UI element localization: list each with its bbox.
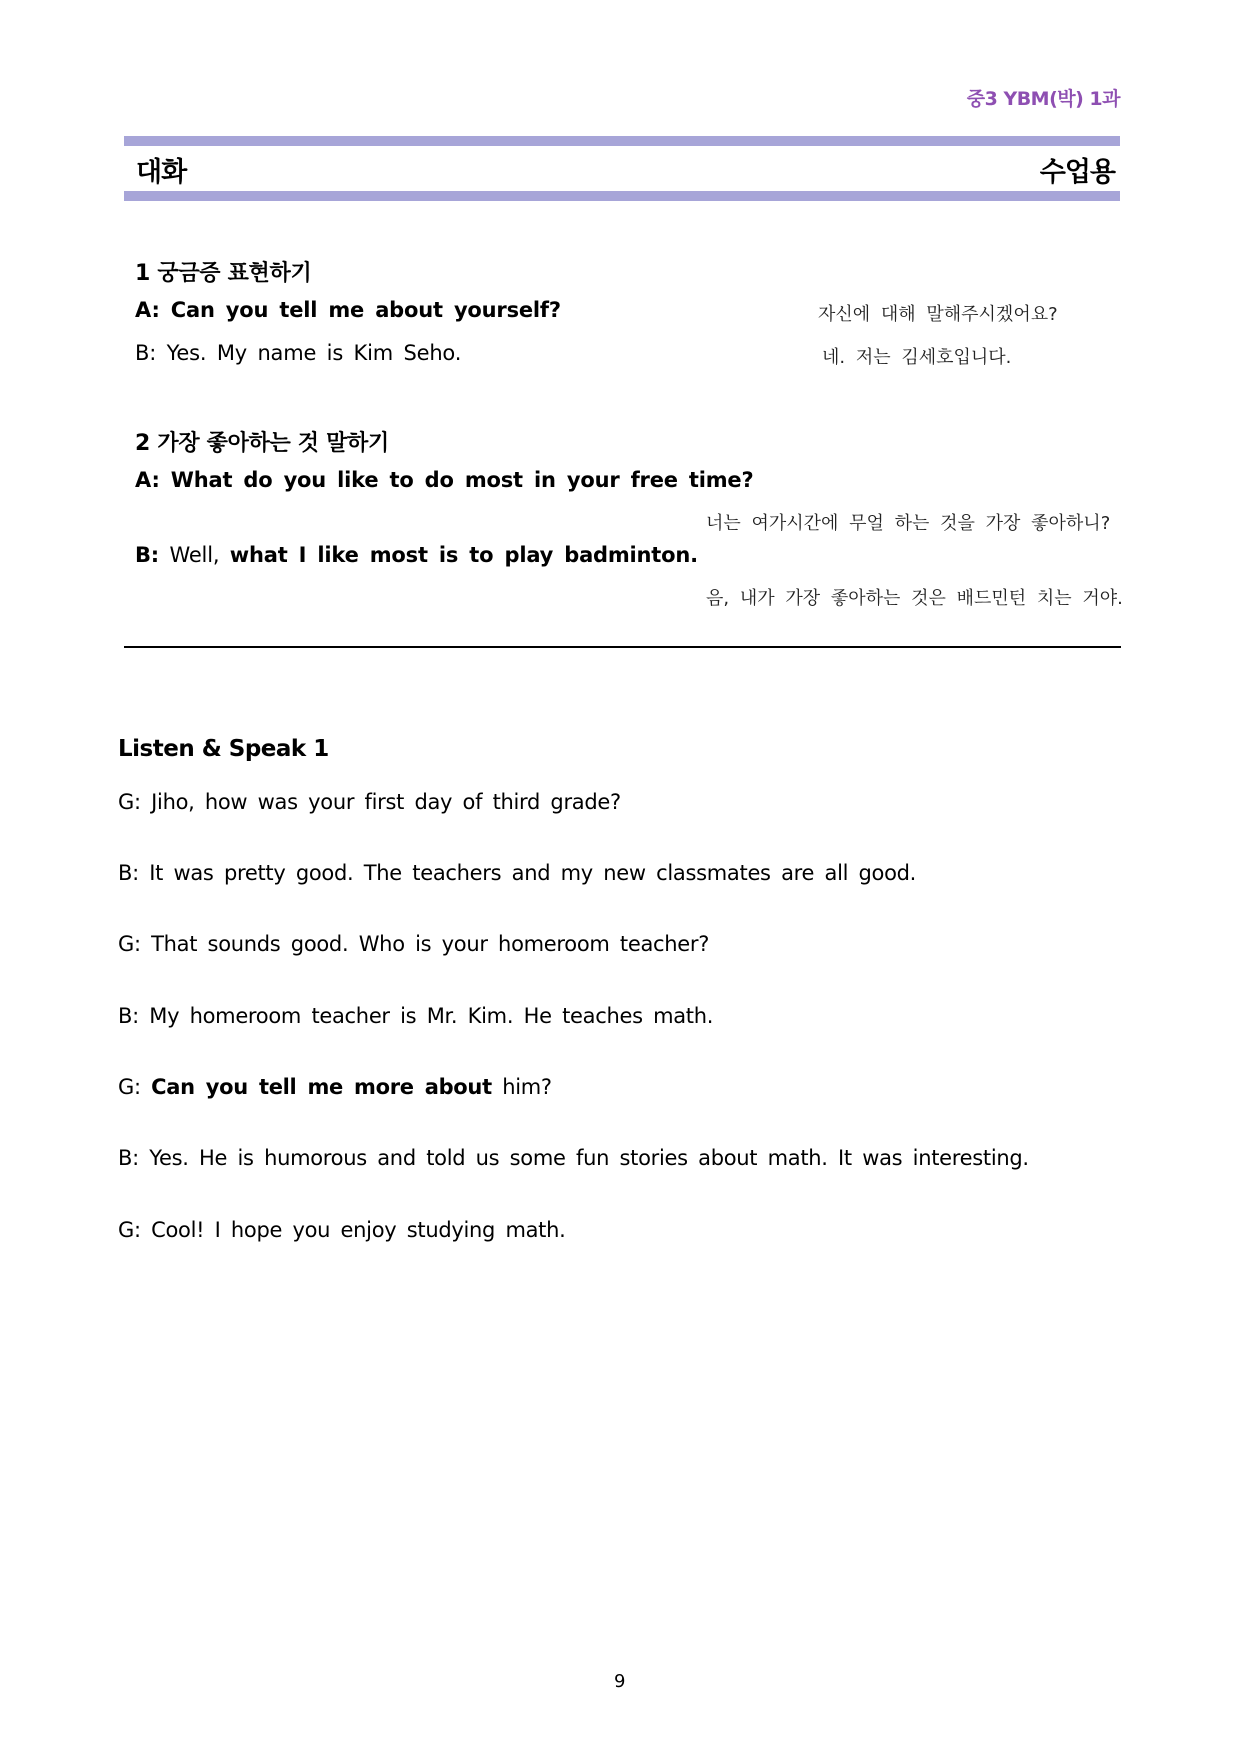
dialogue-line	[118, 1004, 713, 1028]
expression-1-line-b	[135, 341, 461, 365]
lesson-tag: 중3 YBM(박) 1과	[966, 88, 1120, 110]
speaker-label: G:	[118, 790, 141, 814]
section-divider	[124, 646, 1121, 648]
line-text: Can you tell me about yourself?	[170, 298, 561, 322]
line-text: Yes. My name is Kim Seho.	[166, 341, 462, 365]
speaker-label: B:	[118, 861, 139, 885]
speaker-label: B:	[135, 341, 157, 365]
expression-2-line-a	[135, 468, 753, 492]
expression-2-translation-b: 음, 내가 가장 좋아하는 것은 배드민턴 치는 거야.	[706, 588, 1123, 609]
speaker-label: B:	[118, 1146, 139, 1170]
line-text: That sounds good. Who is your homeroom teacher?	[151, 932, 710, 956]
line-text: What do you like to do most in your free time?	[170, 468, 754, 492]
expression-1-translation-b: 네. 저는 김세호입니다.	[822, 347, 1012, 368]
expression-heading-2: 2 가장 좋아하는 것 말하기	[135, 431, 389, 456]
expression-2-line-b	[135, 543, 698, 567]
line-text: Yes. He is humorous and told us some fun stories about math. It was interesting.	[149, 1146, 1029, 1170]
line-text: Cool! I hope you enjoy studying math.	[151, 1218, 566, 1242]
speaker-label: A:	[135, 468, 160, 492]
dialogue-line	[118, 1146, 1029, 1170]
speaker-label: B:	[118, 1004, 139, 1028]
line-text-bold: Can you tell me more about	[151, 1075, 492, 1099]
expression-2-translation-a: 너는 여가시간에 무얼 하는 것을 가장 좋아하니?	[706, 513, 1111, 534]
section-title: 대화	[136, 157, 187, 188]
dialogue-line	[118, 932, 709, 956]
speaker-label: G:	[118, 1075, 141, 1099]
speaker-label: G:	[118, 932, 141, 956]
section-label-class-use: 수업용	[1039, 157, 1115, 188]
listen-speak-heading: Listen & Speak 1	[118, 736, 329, 762]
speaker-label: G:	[118, 1218, 141, 1242]
line-text: him?	[502, 1075, 552, 1099]
dialogue-line	[118, 861, 916, 885]
speaker-label: B:	[135, 543, 160, 567]
expression-heading-1: 1 궁금증 표현하기	[135, 261, 312, 286]
line-text: It was pretty good. The teachers and my new classmates are all good.	[149, 861, 917, 885]
speaker-label: A:	[135, 298, 160, 322]
line-text-plain: Well,	[169, 543, 220, 567]
expression-1-line-a	[135, 298, 561, 322]
expression-1-translation-a: 자신에 대해 말해주시겠어요?	[818, 304, 1058, 325]
line-text: My homeroom teacher is Mr. Kim. He teaches math.	[149, 1004, 714, 1028]
line-text: Jiho, how was your first day of third grade?	[151, 790, 621, 814]
dialogue-line	[118, 1218, 566, 1242]
header-bar-top	[124, 136, 1120, 146]
line-text-bold: what I like most is to play badminton.	[229, 543, 698, 567]
dialogue-line	[118, 790, 621, 814]
page-number: 9	[614, 1671, 626, 1692]
header-bar-bottom	[124, 191, 1120, 201]
dialogue-line	[118, 1075, 552, 1099]
